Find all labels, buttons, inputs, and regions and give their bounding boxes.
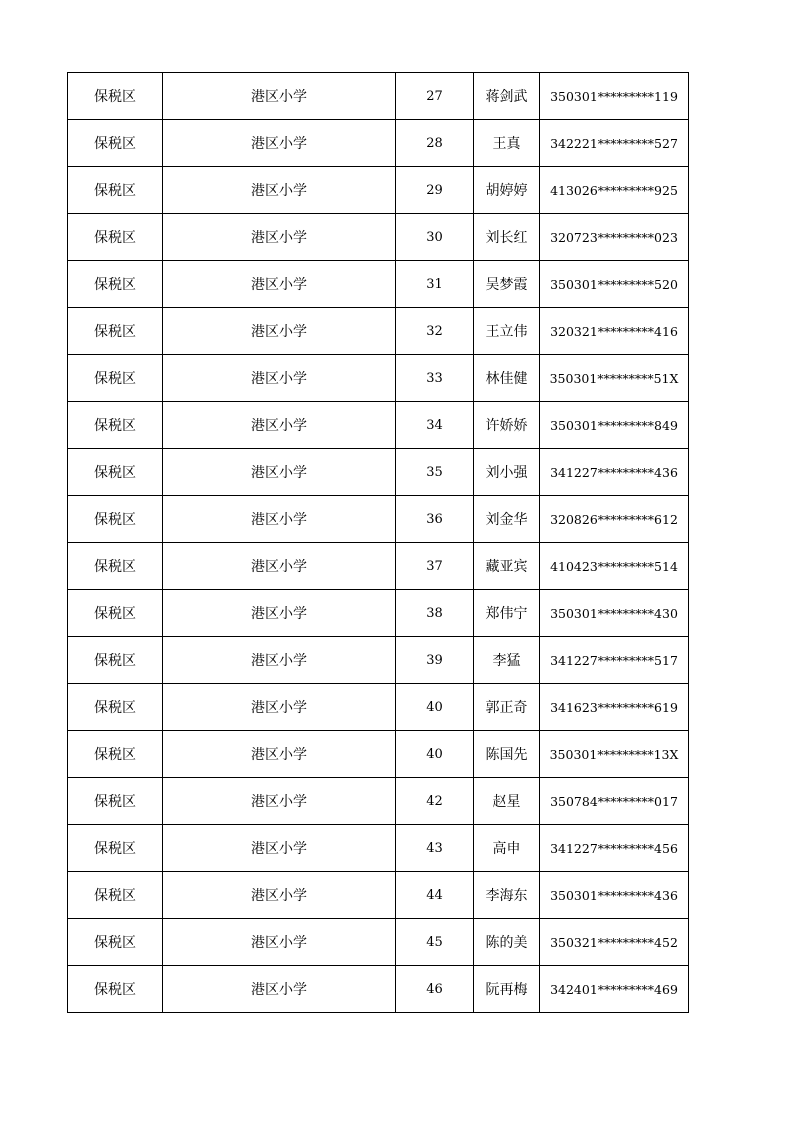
table-row — [68, 167, 689, 214]
district-cell: 保税区 — [68, 167, 163, 214]
number-cell: 46 — [396, 966, 474, 1013]
id-number-cell: 350321*********452 — [540, 919, 689, 966]
table-row — [68, 214, 689, 261]
table-row — [68, 590, 689, 637]
name-cell: 藏亚宾 — [474, 543, 540, 590]
number-cell: 33 — [396, 355, 474, 402]
school-cell: 港区小学 — [163, 167, 396, 214]
school-cell: 港区小学 — [163, 73, 396, 120]
id-number-cell: 350301*********430 — [540, 590, 689, 637]
number-cell: 45 — [396, 919, 474, 966]
number-cell: 44 — [396, 872, 474, 919]
number-cell: 38 — [396, 590, 474, 637]
id-number-cell: 350301*********51X — [540, 355, 689, 402]
id-number-cell: 341623*********619 — [540, 684, 689, 731]
name-cell: 刘小强 — [474, 449, 540, 496]
table-row — [68, 402, 689, 449]
name-cell: 郑伟宁 — [474, 590, 540, 637]
id-number-cell: 350784*********017 — [540, 778, 689, 825]
roster-body — [68, 73, 689, 1013]
number-cell: 40 — [396, 684, 474, 731]
school-cell: 港区小学 — [163, 402, 396, 449]
id-number-cell: 320321*********416 — [540, 308, 689, 355]
table-row — [68, 778, 689, 825]
school-cell: 港区小学 — [163, 496, 396, 543]
district-cell: 保税区 — [68, 402, 163, 449]
name-cell: 李猛 — [474, 637, 540, 684]
id-number-cell: 410423*********514 — [540, 543, 689, 590]
district-cell: 保税区 — [68, 825, 163, 872]
name-cell: 王真 — [474, 120, 540, 167]
name-cell: 吴梦霞 — [474, 261, 540, 308]
table-row — [68, 684, 689, 731]
district-cell: 保税区 — [68, 872, 163, 919]
school-cell: 港区小学 — [163, 872, 396, 919]
id-number-cell: 341227*********456 — [540, 825, 689, 872]
number-cell: 39 — [396, 637, 474, 684]
id-number-cell: 320826*********612 — [540, 496, 689, 543]
number-cell: 28 — [396, 120, 474, 167]
school-cell: 港区小学 — [163, 449, 396, 496]
school-cell: 港区小学 — [163, 778, 396, 825]
district-cell: 保税区 — [68, 120, 163, 167]
name-cell: 王立伟 — [474, 308, 540, 355]
school-cell: 港区小学 — [163, 684, 396, 731]
id-number-cell: 350301*********520 — [540, 261, 689, 308]
school-cell: 港区小学 — [163, 919, 396, 966]
school-cell: 港区小学 — [163, 825, 396, 872]
table-row — [68, 919, 689, 966]
district-cell: 保税区 — [68, 778, 163, 825]
name-cell: 陈的美 — [474, 919, 540, 966]
district-cell: 保税区 — [68, 308, 163, 355]
number-cell: 30 — [396, 214, 474, 261]
number-cell: 31 — [396, 261, 474, 308]
school-cell: 港区小学 — [163, 731, 396, 778]
roster-table — [67, 72, 689, 1013]
table-row — [68, 872, 689, 919]
district-cell: 保税区 — [68, 214, 163, 261]
table-row — [68, 261, 689, 308]
table-row — [68, 496, 689, 543]
table-row — [68, 543, 689, 590]
number-cell: 27 — [396, 73, 474, 120]
table-row — [68, 355, 689, 402]
number-cell: 32 — [396, 308, 474, 355]
name-cell: 刘长红 — [474, 214, 540, 261]
school-cell: 港区小学 — [163, 120, 396, 167]
id-number-cell: 350301*********13X — [540, 731, 689, 778]
district-cell: 保税区 — [68, 590, 163, 637]
school-cell: 港区小学 — [163, 637, 396, 684]
number-cell: 42 — [396, 778, 474, 825]
id-number-cell: 320723*********023 — [540, 214, 689, 261]
table-row — [68, 731, 689, 778]
table-row — [68, 73, 689, 120]
district-cell: 保税区 — [68, 73, 163, 120]
district-cell: 保税区 — [68, 261, 163, 308]
district-cell: 保税区 — [68, 355, 163, 402]
name-cell: 高申 — [474, 825, 540, 872]
number-cell: 43 — [396, 825, 474, 872]
school-cell: 港区小学 — [163, 590, 396, 637]
table-row — [68, 637, 689, 684]
school-cell: 港区小学 — [163, 355, 396, 402]
school-cell: 港区小学 — [163, 308, 396, 355]
school-cell: 港区小学 — [163, 261, 396, 308]
number-cell: 37 — [396, 543, 474, 590]
table-row — [68, 308, 689, 355]
number-cell: 40 — [396, 731, 474, 778]
district-cell: 保税区 — [68, 449, 163, 496]
district-cell: 保税区 — [68, 684, 163, 731]
district-cell: 保税区 — [68, 637, 163, 684]
name-cell: 刘金华 — [474, 496, 540, 543]
school-cell: 港区小学 — [163, 543, 396, 590]
id-number-cell: 341227*********517 — [540, 637, 689, 684]
id-number-cell: 350301*********436 — [540, 872, 689, 919]
school-cell: 港区小学 — [163, 214, 396, 261]
name-cell: 许娇娇 — [474, 402, 540, 449]
id-number-cell: 342401*********469 — [540, 966, 689, 1013]
id-number-cell: 341227*********436 — [540, 449, 689, 496]
name-cell: 陈国先 — [474, 731, 540, 778]
number-cell: 29 — [396, 167, 474, 214]
table-row — [68, 449, 689, 496]
name-cell: 蒋剑武 — [474, 73, 540, 120]
id-number-cell: 342221*********527 — [540, 120, 689, 167]
id-number-cell: 350301*********119 — [540, 73, 689, 120]
name-cell: 林佳健 — [474, 355, 540, 402]
table-row — [68, 966, 689, 1013]
number-cell: 36 — [396, 496, 474, 543]
name-cell: 胡婷婷 — [474, 167, 540, 214]
table-row — [68, 825, 689, 872]
district-cell: 保税区 — [68, 496, 163, 543]
id-number-cell: 413026*********925 — [540, 167, 689, 214]
table-row — [68, 120, 689, 167]
school-cell: 港区小学 — [163, 966, 396, 1013]
district-cell: 保税区 — [68, 731, 163, 778]
name-cell: 阮再梅 — [474, 966, 540, 1013]
district-cell: 保税区 — [68, 919, 163, 966]
district-cell: 保税区 — [68, 966, 163, 1013]
name-cell: 郭正奇 — [474, 684, 540, 731]
name-cell: 李海东 — [474, 872, 540, 919]
name-cell: 赵星 — [474, 778, 540, 825]
number-cell: 34 — [396, 402, 474, 449]
district-cell: 保税区 — [68, 543, 163, 590]
number-cell: 35 — [396, 449, 474, 496]
id-number-cell: 350301*********849 — [540, 402, 689, 449]
